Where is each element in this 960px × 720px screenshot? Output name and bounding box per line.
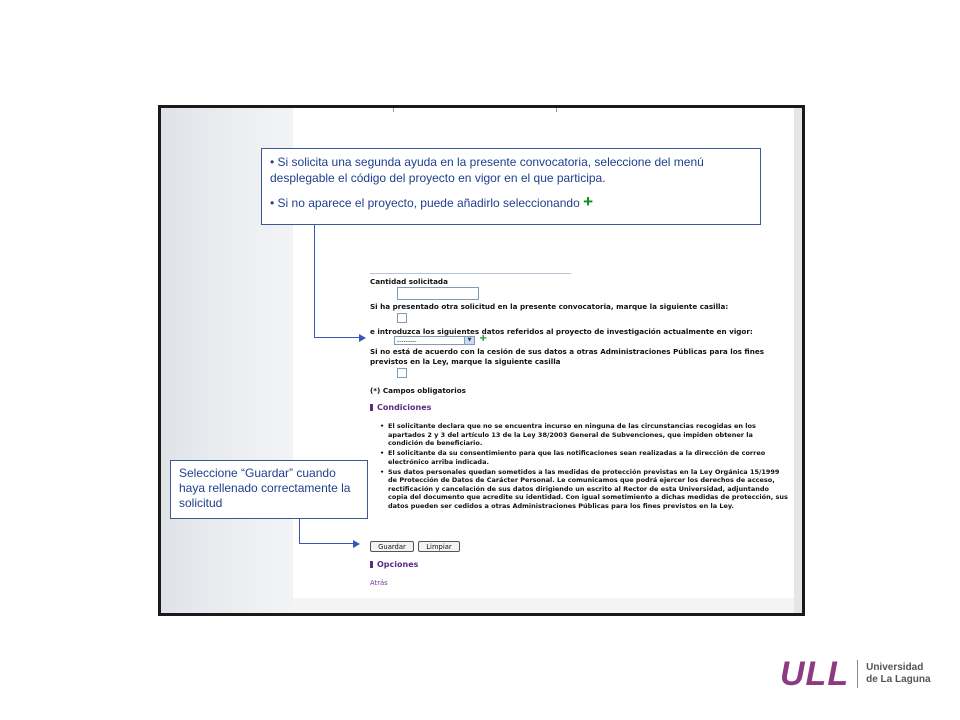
callout-guardar xyxy=(170,460,368,519)
otra-solicitud-label: Si ha presentado otra solicitud en la presente convocatoria, marque la siguiente casilla: xyxy=(370,302,729,311)
cesion-label-2: previstos en la Ley, marque la siguiente casilla xyxy=(370,357,561,366)
logo-name-line-1: Universidad xyxy=(866,662,924,673)
logo-mark: ULL xyxy=(780,654,850,693)
connector-line xyxy=(299,543,354,544)
callout-line-2: • Si no aparece el proyecto, puede añadirlo seleccionando xyxy=(270,196,580,210)
callout-proyecto xyxy=(261,148,761,225)
callout-guardar-text: Seleccione “Guardar” cuando haya rellenado correctamente la solicitud xyxy=(179,466,351,510)
callout-line-2-wrap xyxy=(270,194,752,211)
divider xyxy=(393,108,394,112)
scrollbar-track[interactable] xyxy=(794,108,802,613)
section-marker-icon xyxy=(370,404,373,411)
opciones-heading xyxy=(370,560,418,569)
logo-name-line-2: de La Laguna xyxy=(866,674,931,685)
otra-solicitud-checkbox[interactable] xyxy=(397,313,407,323)
add-project-plus-icon[interactable]: + xyxy=(479,333,488,344)
ull-logo xyxy=(780,656,931,692)
cantidad-label: Cantidad solicitada xyxy=(370,277,448,286)
list-item: • El solicitante da su consentimiento para que las notificaciones sean realizadas a la dirección de correo electrónico arriba indicada. xyxy=(388,449,788,466)
proyecto-select[interactable] xyxy=(394,336,475,345)
opciones-title: Opciones xyxy=(377,560,419,569)
obligatorios-note: (*) Campos obligatorios xyxy=(370,386,466,395)
section-marker-icon xyxy=(370,561,373,568)
connector-line xyxy=(314,225,315,338)
logo-separator xyxy=(857,660,858,688)
limpiar-button[interactable]: Limpiar xyxy=(418,541,460,552)
condiciones-title: Condiciones xyxy=(377,403,432,412)
arrow-head-icon xyxy=(353,540,360,548)
connector-line xyxy=(314,337,360,338)
guardar-button[interactable]: Guardar xyxy=(370,541,414,552)
logo-name xyxy=(866,662,930,686)
divider xyxy=(556,108,557,112)
form-top-rule xyxy=(370,273,571,274)
connector-line xyxy=(299,519,300,543)
cesion-checkbox[interactable] xyxy=(397,368,407,378)
cantidad-input[interactable] xyxy=(397,287,479,300)
condiciones-list xyxy=(380,422,788,512)
atras-link[interactable]: Atrás xyxy=(370,579,388,587)
list-item: • El solicitante declara que no se encuentra incurso en ninguna de las circunstancias recogidas en los apartados 2 y 3 del artículo 13 de la Ley 38/2003 General de Subvenciones, que impiden obtener la condición de beneficiario. xyxy=(388,422,788,448)
condiciones-heading xyxy=(370,403,431,412)
list-item: • Sus datos personales quedan sometidos a las medidas de protección previstas en la Ley Orgánica 15/1999 de Protección de Datos de Carácter Personal. Le comunicamos que podrá ejercer los derechos de acceso, rectificación y cancelación de sus datos dirigiendo un escrito al Rector de esta Universidad, adjuntando copia del documento que acredite su identidad. Con igual sometimiento a dichas medidas de protección, sus datos pueden ser cedidos a otras Administraciones Públicas para los fines previstos en la Ley. xyxy=(388,468,788,511)
callout-line-1: • Si solicita una segunda ayuda en la presente convocatoria, seleccione del menú desplegable el código del proyecto en vigor en el que participa. xyxy=(270,155,704,185)
datos-proyecto-label: e introduzca los siguientes datos referidos al proyecto de investigación actualmente en vigor: xyxy=(370,327,753,336)
cesion-label-1: Si no está de acuerdo con la cesión de sus datos a otras Administraciones Públicas para los fines xyxy=(370,347,765,356)
proyecto-select-value: --------- xyxy=(397,338,417,345)
plus-icon: + xyxy=(583,192,594,211)
chevron-down-icon[interactable]: ▼ xyxy=(464,337,474,344)
arrow-head-icon xyxy=(359,334,366,342)
